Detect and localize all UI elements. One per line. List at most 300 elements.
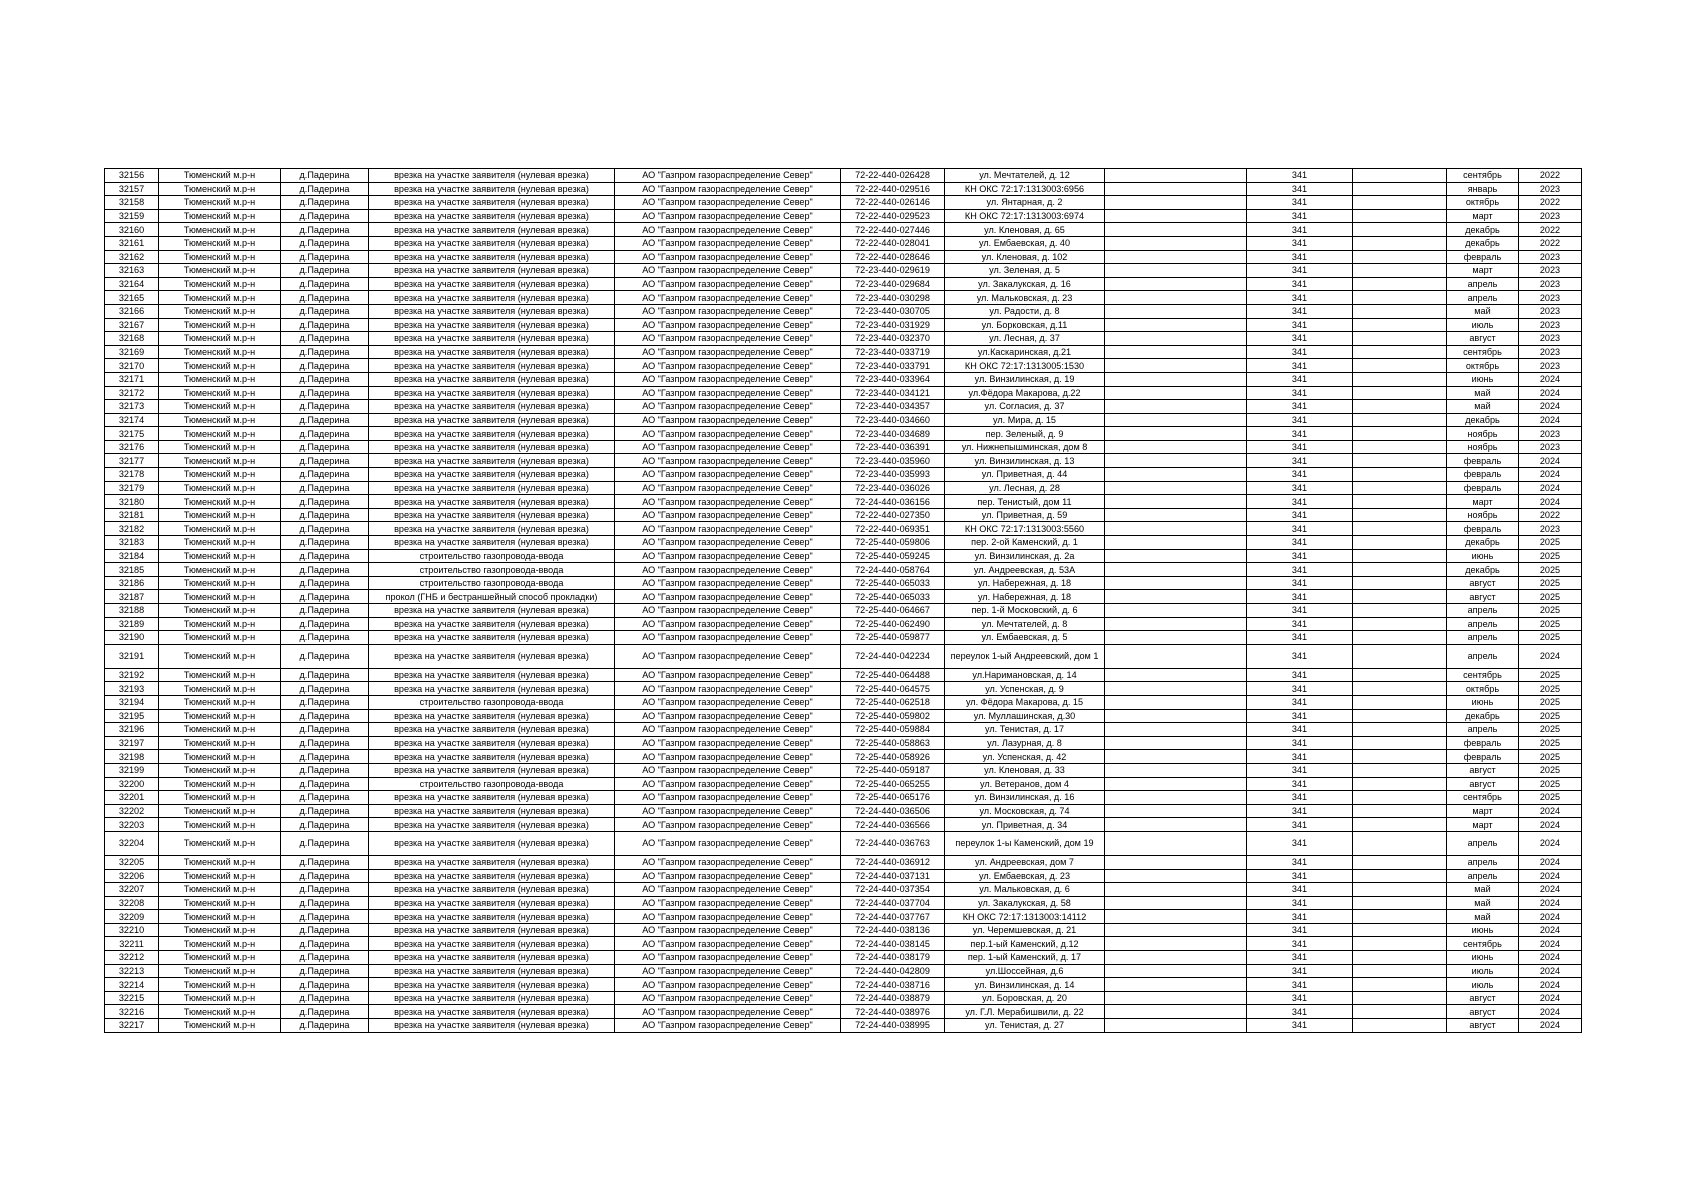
year-cell: 2024	[1519, 372, 1582, 386]
empty-cell	[1105, 440, 1247, 454]
month-cell: февраль	[1447, 522, 1519, 536]
settlement-cell: д.Падерина	[281, 563, 369, 577]
table-row	[105, 277, 1582, 291]
code-cell: 341	[1247, 763, 1353, 777]
row-number-cell: 32184	[105, 549, 159, 563]
code-cell: 341	[1247, 454, 1353, 468]
organization-cell: АО "Газпром газораспределение Север"	[615, 910, 841, 924]
organization-cell: АО "Газпром газораспределение Север"	[615, 454, 841, 468]
organization-cell: АО "Газпром газораспределение Север"	[615, 617, 841, 631]
year-cell: 2024	[1519, 644, 1582, 668]
month-cell: декабрь	[1447, 563, 1519, 577]
row-number-cell: 32183	[105, 536, 159, 550]
month-cell: июль	[1447, 978, 1519, 992]
address-cell: ул. Набережная, д. 18	[945, 590, 1105, 604]
work-type-cell: врезка на участке заявителя (нулевая врезка)	[369, 223, 615, 237]
settlement-cell: д.Падерина	[281, 264, 369, 278]
year-cell: 2025	[1519, 617, 1582, 631]
address-cell: ул. Мечтателей, д. 8	[945, 617, 1105, 631]
year-cell: 2024	[1519, 413, 1582, 427]
month-cell: июль	[1447, 964, 1519, 978]
row-number-cell: 32164	[105, 277, 159, 291]
table-row	[105, 883, 1582, 897]
work-type-cell: врезка на участке заявителя (нулевая врезка)	[369, 709, 615, 723]
district-cell: Тюменский м.р-н	[159, 668, 281, 682]
district-cell: Тюменский м.р-н	[159, 978, 281, 992]
empty-cell	[1353, 236, 1447, 250]
organization-cell: АО "Газпром газораспределение Север"	[615, 818, 841, 832]
year-cell: 2025	[1519, 563, 1582, 577]
table-row	[105, 978, 1582, 992]
settlement-cell: д.Падерина	[281, 791, 369, 805]
settlement-cell: д.Падерина	[281, 400, 369, 414]
table-row	[105, 644, 1582, 668]
contract-number-cell: 72-23-440-035993	[841, 468, 945, 482]
organization-cell: АО "Газпром газораспределение Север"	[615, 522, 841, 536]
row-number-cell: 32216	[105, 1005, 159, 1019]
row-number-cell: 32156	[105, 169, 159, 183]
data-table	[104, 168, 1582, 1033]
code-cell: 341	[1247, 563, 1353, 577]
organization-cell: АО "Газпром газораспределение Север"	[615, 804, 841, 818]
code-cell: 341	[1247, 209, 1353, 223]
address-cell: ул. Мира, д. 15	[945, 413, 1105, 427]
table-row	[105, 522, 1582, 536]
district-cell: Тюменский м.р-н	[159, 427, 281, 441]
address-cell: ул. Муллашинская, д.30	[945, 709, 1105, 723]
contract-number-cell: 72-22-440-026146	[841, 196, 945, 210]
month-cell: июнь	[1447, 695, 1519, 709]
district-cell: Тюменский м.р-н	[159, 264, 281, 278]
code-cell: 341	[1247, 332, 1353, 346]
contract-number-cell: 72-25-440-064575	[841, 682, 945, 696]
code-cell: 341	[1247, 1019, 1353, 1033]
row-number-cell: 32200	[105, 777, 159, 791]
month-cell: февраль	[1447, 750, 1519, 764]
empty-cell	[1353, 991, 1447, 1005]
empty-cell	[1105, 345, 1247, 359]
district-cell: Тюменский м.р-н	[159, 563, 281, 577]
month-cell: декабрь	[1447, 413, 1519, 427]
organization-cell: АО "Газпром газораспределение Север"	[615, 869, 841, 883]
empty-cell	[1353, 736, 1447, 750]
organization-cell: АО "Газпром газораспределение Север"	[615, 549, 841, 563]
empty-cell	[1353, 454, 1447, 468]
table-row	[105, 481, 1582, 495]
work-type-cell: врезка на участке заявителя (нулевая врезка)	[369, 196, 615, 210]
month-cell: март	[1447, 264, 1519, 278]
contract-number-cell: 72-25-440-058926	[841, 750, 945, 764]
district-cell: Тюменский м.р-н	[159, 937, 281, 951]
month-cell: сентябрь	[1447, 937, 1519, 951]
address-cell: ул. Черемшевская, д. 21	[945, 923, 1105, 937]
work-type-cell: врезка на участке заявителя (нулевая врезка)	[369, 631, 615, 645]
work-type-cell: врезка на участке заявителя (нулевая врезка)	[369, 468, 615, 482]
table-row	[105, 495, 1582, 509]
settlement-cell: д.Падерина	[281, 223, 369, 237]
row-number-cell: 32171	[105, 372, 159, 386]
empty-cell	[1353, 709, 1447, 723]
work-type-cell: врезка на участке заявителя (нулевая врезка)	[369, 896, 615, 910]
organization-cell: АО "Газпром газораспределение Север"	[615, 855, 841, 869]
organization-cell: АО "Газпром газораспределение Север"	[615, 236, 841, 250]
month-cell: ноябрь	[1447, 427, 1519, 441]
work-type-cell: врезка на участке заявителя (нулевая врезка)	[369, 750, 615, 764]
year-cell: 2023	[1519, 332, 1582, 346]
organization-cell: АО "Газпром газораспределение Север"	[615, 536, 841, 550]
empty-cell	[1105, 869, 1247, 883]
row-number-cell: 32198	[105, 750, 159, 764]
organization-cell: АО "Газпром газораспределение Север"	[615, 468, 841, 482]
address-cell: ул. Винзилинская, д. 13	[945, 454, 1105, 468]
contract-number-cell: 72-25-440-065255	[841, 777, 945, 791]
district-cell: Тюменский м.р-н	[159, 291, 281, 305]
month-cell: апрель	[1447, 855, 1519, 869]
district-cell: Тюменский м.р-н	[159, 440, 281, 454]
district-cell: Тюменский м.р-н	[159, 386, 281, 400]
code-cell: 341	[1247, 804, 1353, 818]
row-number-cell: 32208	[105, 896, 159, 910]
contract-number-cell: 72-25-440-058863	[841, 736, 945, 750]
district-cell: Тюменский м.р-н	[159, 223, 281, 237]
work-type-cell: врезка на участке заявителя (нулевая врезка)	[369, 617, 615, 631]
year-cell: 2023	[1519, 440, 1582, 454]
settlement-cell: д.Падерина	[281, 291, 369, 305]
settlement-cell: д.Падерина	[281, 413, 369, 427]
settlement-cell: д.Падерина	[281, 617, 369, 631]
empty-cell	[1105, 549, 1247, 563]
empty-cell	[1353, 508, 1447, 522]
year-cell: 2024	[1519, 869, 1582, 883]
contract-number-cell: 72-25-440-065176	[841, 791, 945, 805]
district-cell: Тюменский м.р-н	[159, 277, 281, 291]
year-cell: 2024	[1519, 1019, 1582, 1033]
empty-cell	[1353, 818, 1447, 832]
empty-cell	[1105, 818, 1247, 832]
month-cell: февраль	[1447, 250, 1519, 264]
settlement-cell: д.Падерина	[281, 169, 369, 183]
empty-cell	[1105, 522, 1247, 536]
organization-cell: АО "Газпром газораспределение Север"	[615, 169, 841, 183]
row-number-cell: 32165	[105, 291, 159, 305]
year-cell: 2025	[1519, 668, 1582, 682]
code-cell: 341	[1247, 536, 1353, 550]
empty-cell	[1353, 291, 1447, 305]
empty-cell	[1353, 386, 1447, 400]
address-cell: ул. Московская, д. 74	[945, 804, 1105, 818]
empty-cell	[1353, 682, 1447, 696]
work-type-cell: врезка на участке заявителя (нулевая врезка)	[369, 978, 615, 992]
table-row	[105, 400, 1582, 414]
empty-cell	[1353, 1005, 1447, 1019]
empty-cell	[1105, 223, 1247, 237]
contract-number-cell: 72-24-440-036912	[841, 855, 945, 869]
work-type-cell: врезка на участке заявителя (нулевая врезка)	[369, 440, 615, 454]
district-cell: Тюменский м.р-н	[159, 372, 281, 386]
empty-cell	[1105, 991, 1247, 1005]
month-cell: август	[1447, 777, 1519, 791]
organization-cell: АО "Газпром газораспределение Север"	[615, 682, 841, 696]
settlement-cell: д.Падерина	[281, 750, 369, 764]
table-row	[105, 1019, 1582, 1033]
row-number-cell: 32211	[105, 937, 159, 951]
empty-cell	[1105, 372, 1247, 386]
contract-number-cell: 72-24-440-036763	[841, 831, 945, 855]
work-type-cell: врезка на участке заявителя (нулевая врезка)	[369, 763, 615, 777]
row-number-cell: 32192	[105, 668, 159, 682]
code-cell: 341	[1247, 644, 1353, 668]
code-cell: 341	[1247, 631, 1353, 645]
work-type-cell: строительство газопровода-ввода	[369, 563, 615, 577]
district-cell: Тюменский м.р-н	[159, 682, 281, 696]
month-cell: январь	[1447, 182, 1519, 196]
district-cell: Тюменский м.р-н	[159, 1019, 281, 1033]
code-cell: 341	[1247, 791, 1353, 805]
empty-cell	[1105, 1019, 1247, 1033]
contract-number-cell: 72-24-440-037354	[841, 883, 945, 897]
district-cell: Тюменский м.р-н	[159, 964, 281, 978]
row-number-cell: 32177	[105, 454, 159, 468]
row-number-cell: 32197	[105, 736, 159, 750]
year-cell: 2022	[1519, 236, 1582, 250]
table-row	[105, 468, 1582, 482]
work-type-cell: врезка на участке заявителя (нулевая врезка)	[369, 209, 615, 223]
district-cell: Тюменский м.р-н	[159, 951, 281, 965]
address-cell: ул. Кленовая, д. 102	[945, 250, 1105, 264]
address-cell: пер. Тенистый, дом 11	[945, 495, 1105, 509]
work-type-cell: врезка на участке заявителя (нулевая врезка)	[369, 454, 615, 468]
code-cell: 341	[1247, 723, 1353, 737]
year-cell: 2023	[1519, 182, 1582, 196]
month-cell: октябрь	[1447, 359, 1519, 373]
table-row	[105, 1005, 1582, 1019]
address-cell: ул. Успенская, д. 9	[945, 682, 1105, 696]
settlement-cell: д.Падерина	[281, 196, 369, 210]
contract-number-cell: 72-23-440-031929	[841, 318, 945, 332]
organization-cell: АО "Газпром газораспределение Север"	[615, 964, 841, 978]
row-number-cell: 32181	[105, 508, 159, 522]
table-body	[105, 169, 1582, 1033]
row-number-cell: 32159	[105, 209, 159, 223]
table-row	[105, 818, 1582, 832]
address-cell: ул. Боровская, д. 20	[945, 991, 1105, 1005]
empty-cell	[1105, 359, 1247, 373]
year-cell: 2023	[1519, 345, 1582, 359]
table-row	[105, 359, 1582, 373]
empty-cell	[1353, 413, 1447, 427]
table-row	[105, 318, 1582, 332]
organization-cell: АО "Газпром газораспределение Север"	[615, 978, 841, 992]
row-number-cell: 32160	[105, 223, 159, 237]
month-cell: декабрь	[1447, 223, 1519, 237]
empty-cell	[1353, 604, 1447, 618]
empty-cell	[1353, 372, 1447, 386]
month-cell: март	[1447, 495, 1519, 509]
row-number-cell: 32204	[105, 831, 159, 855]
settlement-cell: д.Падерина	[281, 277, 369, 291]
contract-number-cell: 72-22-440-069351	[841, 522, 945, 536]
table-row	[105, 631, 1582, 645]
row-number-cell: 32209	[105, 910, 159, 924]
work-type-cell: прокол (ГНБ и бестраншейный способ прокладки)	[369, 590, 615, 604]
empty-cell	[1105, 427, 1247, 441]
settlement-cell: д.Падерина	[281, 682, 369, 696]
year-cell: 2025	[1519, 631, 1582, 645]
year-cell: 2024	[1519, 468, 1582, 482]
contract-number-cell: 72-23-440-033719	[841, 345, 945, 359]
code-cell: 341	[1247, 576, 1353, 590]
district-cell: Тюменский м.р-н	[159, 590, 281, 604]
settlement-cell: д.Падерина	[281, 372, 369, 386]
code-cell: 341	[1247, 400, 1353, 414]
organization-cell: АО "Газпром газораспределение Север"	[615, 318, 841, 332]
work-type-cell: врезка на участке заявителя (нулевая врезка)	[369, 400, 615, 414]
work-type-cell: врезка на участке заявителя (нулевая врезка)	[369, 991, 615, 1005]
month-cell: август	[1447, 332, 1519, 346]
year-cell: 2024	[1519, 400, 1582, 414]
contract-number-cell: 72-25-440-059802	[841, 709, 945, 723]
empty-cell	[1353, 937, 1447, 951]
table-row	[105, 855, 1582, 869]
contract-number-cell: 72-23-440-036391	[841, 440, 945, 454]
month-cell: март	[1447, 818, 1519, 832]
month-cell: март	[1447, 209, 1519, 223]
month-cell: сентябрь	[1447, 345, 1519, 359]
year-cell: 2024	[1519, 951, 1582, 965]
contract-number-cell: 72-23-440-034660	[841, 413, 945, 427]
year-cell: 2024	[1519, 804, 1582, 818]
empty-cell	[1353, 631, 1447, 645]
code-cell: 341	[1247, 304, 1353, 318]
year-cell: 2023	[1519, 318, 1582, 332]
row-number-cell: 32179	[105, 481, 159, 495]
address-cell: ул. Набережная, д. 18	[945, 576, 1105, 590]
address-cell: ул. Андреевская, дом 7	[945, 855, 1105, 869]
row-number-cell: 32206	[105, 869, 159, 883]
code-cell: 341	[1247, 468, 1353, 482]
row-number-cell: 32201	[105, 791, 159, 805]
empty-cell	[1353, 536, 1447, 550]
district-cell: Тюменский м.р-н	[159, 522, 281, 536]
table-row	[105, 250, 1582, 264]
month-cell: декабрь	[1447, 236, 1519, 250]
organization-cell: АО "Газпром газораспределение Север"	[615, 495, 841, 509]
address-cell: ул.Наримановская, д. 14	[945, 668, 1105, 682]
work-type-cell: врезка на участке заявителя (нулевая врезка)	[369, 869, 615, 883]
table-row	[105, 804, 1582, 818]
work-type-cell: врезка на участке заявителя (нулевая врезка)	[369, 910, 615, 924]
empty-cell	[1353, 869, 1447, 883]
code-cell: 341	[1247, 277, 1353, 291]
work-type-cell: врезка на участке заявителя (нулевая врезка)	[369, 923, 615, 937]
month-cell: июнь	[1447, 923, 1519, 937]
row-number-cell: 32172	[105, 386, 159, 400]
work-type-cell: врезка на участке заявителя (нулевая врезка)	[369, 481, 615, 495]
empty-cell	[1105, 400, 1247, 414]
address-cell: ул. Винзилинская, д. 19	[945, 372, 1105, 386]
table-row	[105, 682, 1582, 696]
settlement-cell: д.Падерина	[281, 777, 369, 791]
month-cell: октябрь	[1447, 196, 1519, 210]
address-cell: ул. Нижнепышминская, дом 8	[945, 440, 1105, 454]
row-number-cell: 32212	[105, 951, 159, 965]
settlement-cell: д.Падерина	[281, 481, 369, 495]
settlement-cell: д.Падерина	[281, 549, 369, 563]
organization-cell: АО "Газпром газораспределение Север"	[615, 277, 841, 291]
district-cell: Тюменский м.р-н	[159, 304, 281, 318]
settlement-cell: д.Падерина	[281, 978, 369, 992]
code-cell: 341	[1247, 386, 1353, 400]
organization-cell: АО "Газпром газораспределение Север"	[615, 359, 841, 373]
address-cell: ул. Винзилинская, д. 2а	[945, 549, 1105, 563]
district-cell: Тюменский м.р-н	[159, 777, 281, 791]
empty-cell	[1353, 440, 1447, 454]
table-row	[105, 236, 1582, 250]
work-type-cell: врезка на участке заявителя (нулевая врезка)	[369, 250, 615, 264]
year-cell: 2023	[1519, 250, 1582, 264]
work-type-cell: врезка на участке заявителя (нулевая врезка)	[369, 345, 615, 359]
address-cell: пер. 2-ой Каменский, д. 1	[945, 536, 1105, 550]
year-cell: 2023	[1519, 359, 1582, 373]
district-cell: Тюменский м.р-н	[159, 481, 281, 495]
table-row	[105, 590, 1582, 604]
month-cell: август	[1447, 763, 1519, 777]
month-cell: июнь	[1447, 372, 1519, 386]
month-cell: июнь	[1447, 951, 1519, 965]
settlement-cell: д.Падерина	[281, 910, 369, 924]
code-cell: 341	[1247, 169, 1353, 183]
year-cell: 2024	[1519, 991, 1582, 1005]
contract-number-cell: 72-24-440-036506	[841, 804, 945, 818]
empty-cell	[1353, 1019, 1447, 1033]
district-cell: Тюменский м.р-н	[159, 896, 281, 910]
organization-cell: АО "Газпром газораспределение Север"	[615, 709, 841, 723]
empty-cell	[1353, 468, 1447, 482]
code-cell: 341	[1247, 855, 1353, 869]
row-number-cell: 32158	[105, 196, 159, 210]
work-type-cell: врезка на участке заявителя (нулевая врезка)	[369, 791, 615, 805]
empty-cell	[1353, 250, 1447, 264]
empty-cell	[1353, 318, 1447, 332]
organization-cell: АО "Газпром газораспределение Север"	[615, 1005, 841, 1019]
work-type-cell: врезка на участке заявителя (нулевая врезка)	[369, 318, 615, 332]
row-number-cell: 32174	[105, 413, 159, 427]
work-type-cell: врезка на участке заявителя (нулевая врезка)	[369, 427, 615, 441]
district-cell: Тюменский м.р-н	[159, 169, 281, 183]
work-type-cell: врезка на участке заявителя (нулевая врезка)	[369, 332, 615, 346]
district-cell: Тюменский м.р-н	[159, 631, 281, 645]
settlement-cell: д.Падерина	[281, 736, 369, 750]
district-cell: Тюменский м.р-н	[159, 508, 281, 522]
contract-number-cell: 72-23-440-029619	[841, 264, 945, 278]
year-cell: 2023	[1519, 264, 1582, 278]
settlement-cell: д.Падерина	[281, 896, 369, 910]
empty-cell	[1105, 332, 1247, 346]
district-cell: Тюменский м.р-н	[159, 250, 281, 264]
district-cell: Тюменский м.р-н	[159, 495, 281, 509]
work-type-cell: врезка на участке заявителя (нулевая врезка)	[369, 169, 615, 183]
empty-cell	[1105, 264, 1247, 278]
table-row	[105, 723, 1582, 737]
district-cell: Тюменский м.р-н	[159, 910, 281, 924]
contract-number-cell: 72-25-440-059884	[841, 723, 945, 737]
settlement-cell: д.Падерина	[281, 631, 369, 645]
district-cell: Тюменский м.р-н	[159, 400, 281, 414]
settlement-cell: д.Падерина	[281, 991, 369, 1005]
month-cell: май	[1447, 400, 1519, 414]
district-cell: Тюменский м.р-н	[159, 576, 281, 590]
address-cell: КН ОКС 72:17:1313003:6956	[945, 182, 1105, 196]
